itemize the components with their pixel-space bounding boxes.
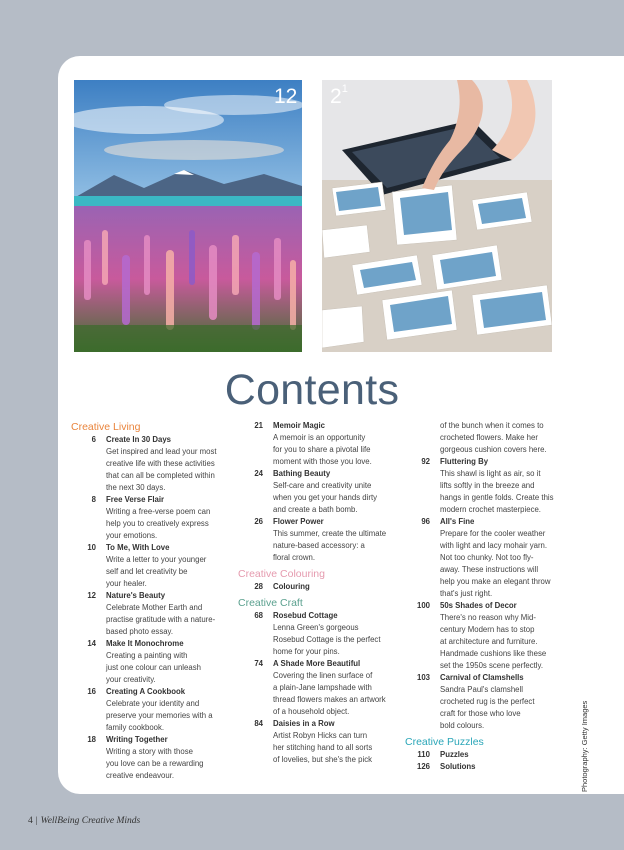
entry-body xyxy=(106,734,221,782)
contents-entry xyxy=(238,658,388,718)
contents-entry xyxy=(71,494,221,542)
entry-title: Create In 30 Days xyxy=(106,435,172,444)
continuation-row xyxy=(405,432,555,444)
entry-body xyxy=(106,638,221,686)
entry-description-line: bold colours. xyxy=(440,721,485,730)
entry-description-line: Get inspired and lead your most xyxy=(106,447,217,456)
contents-column-1 xyxy=(71,420,221,782)
entry-description-line: craft for those who love xyxy=(440,709,521,718)
continuation-row xyxy=(405,444,555,456)
entry-number-spacer xyxy=(405,432,440,444)
entry-body xyxy=(106,542,221,590)
entry-body xyxy=(440,456,555,516)
contents-entry xyxy=(238,581,388,593)
entry-description-line: Covering the linen surface of xyxy=(273,671,373,680)
entry-body xyxy=(440,432,555,444)
entry-description-line: nature-based accessory: a xyxy=(273,541,365,550)
entry-description-line: with light and lacy mohair yarn. xyxy=(440,541,548,550)
photo-credit: Photography: Getty Images xyxy=(580,700,589,792)
entry-body xyxy=(273,718,388,766)
entry-description-line: Sandra Paul's clamshell xyxy=(440,685,523,694)
entry-title: All's Fine xyxy=(440,517,475,526)
entry-page-number: 12 xyxy=(87,591,96,600)
entry-description-line: gorgeous cushion covers here. xyxy=(440,445,547,454)
creative-colouring-entries xyxy=(238,581,388,593)
entry-description-line: Write a letter to your younger xyxy=(106,555,207,564)
entry-page-number: 126 xyxy=(416,762,430,771)
entry-description-line: century Modern has to stop xyxy=(440,625,535,634)
contents-entry xyxy=(405,456,555,516)
contents-entry xyxy=(71,434,221,494)
entry-title: 50s Shades of Decor xyxy=(440,601,517,610)
creative-craft-entries-continued xyxy=(405,456,555,732)
entry-page-number: 103 xyxy=(416,673,430,682)
entry-description-line: This shawl is light as air, so it xyxy=(440,469,541,478)
entry-number-spacer xyxy=(405,444,440,456)
entry-description-line: lifts softly in the breeze and xyxy=(440,481,535,490)
entry-description-line: self and let creativity be xyxy=(106,567,188,576)
entry-continuation xyxy=(405,420,555,456)
entry-description-line: thread flowers makes an artwork xyxy=(273,695,386,704)
contents-column-3 xyxy=(405,420,555,773)
entry-description-line: set the 1950s scene perfectly. xyxy=(440,661,544,670)
contents-entry xyxy=(405,516,555,600)
contents-entry xyxy=(238,420,388,468)
entry-description-line: floral crown. xyxy=(273,553,316,562)
entry-description-line: of lovelies, but she's the pick xyxy=(273,755,373,764)
entry-description-line: Celebrate Mother Earth and xyxy=(106,603,203,612)
entry-description-line: Lenna Green's gorgeous xyxy=(273,623,359,632)
entry-title: To Me, With Love xyxy=(106,543,170,552)
contents-entry xyxy=(405,749,555,761)
entry-description-line: Writing a free-verse poem can xyxy=(106,507,211,516)
entry-title: Flower Power xyxy=(273,517,324,526)
entry-description-line: just one colour can unleash xyxy=(106,663,201,672)
contents-entry xyxy=(71,590,221,638)
entry-body xyxy=(273,581,388,593)
entry-title: Fluttering By xyxy=(440,457,489,466)
entry-description-line: crocheted rug is the perfect xyxy=(440,697,535,706)
entry-description-line: help you make an elegant throw xyxy=(440,577,551,586)
creative-living-entries xyxy=(71,434,221,782)
section-creative-craft: Creative Craft xyxy=(238,597,303,609)
entry-description-line: of the bunch when it comes to xyxy=(440,421,544,430)
entry-description-line: the next 30 days. xyxy=(106,483,166,492)
section-creative-colouring: Creative Colouring xyxy=(238,568,325,580)
entry-title: Nature's Beauty xyxy=(106,591,166,600)
entry-description-line: her stitching hand to all sorts xyxy=(273,743,373,752)
entry-description-line: of a household object. xyxy=(273,707,350,716)
entry-description-line: moment with those you love. xyxy=(273,457,372,466)
entry-page-number: 24 xyxy=(254,469,263,478)
entry-description-line: Creating a painting with xyxy=(106,651,188,660)
entry-description-line: based photo essay. xyxy=(106,627,174,636)
entry-description-line: home for your pins. xyxy=(273,647,340,656)
entry-description-line: There's no reason why Mid- xyxy=(440,613,536,622)
entry-description-line: This summer, create the ultimate xyxy=(273,529,387,538)
entry-body xyxy=(440,749,555,761)
footer-magazine-name: WellBeing Creative Minds xyxy=(40,816,141,826)
entry-page-number: 18 xyxy=(87,735,96,744)
entry-description-line: Handmade cushions like these xyxy=(440,649,547,658)
hands-arranging-photos-image xyxy=(322,80,552,352)
entry-title: Solutions xyxy=(440,762,476,771)
page-number-21: $2^1$ xyxy=(330,83,348,108)
entry-description-line: hangs in gentle folds. Create this xyxy=(440,493,554,502)
entry-description-line: your emotions. xyxy=(106,531,158,540)
contents-entry xyxy=(238,516,388,564)
entry-title: Memoir Magic xyxy=(273,421,325,430)
contents-entry xyxy=(238,468,388,516)
section-creative-living: Creative Living xyxy=(71,421,141,433)
entry-description-line: your creativity. xyxy=(106,675,156,684)
entry-description-line: when you get your hands dirty xyxy=(273,493,378,502)
contents-entry xyxy=(71,734,221,782)
entry-page-number: 16 xyxy=(87,687,96,696)
entry-description-line: Rosebud Cottage is the perfect xyxy=(273,635,381,644)
page-title: Contents xyxy=(224,366,400,414)
entry-body xyxy=(106,434,221,494)
entry-description-line: family cookbook. xyxy=(106,723,165,732)
entry-title: Daisies in a Row xyxy=(273,719,335,728)
entry-body xyxy=(440,420,555,432)
entry-body xyxy=(106,494,221,542)
footer-separator: | xyxy=(35,816,38,826)
entry-title: Carnival of Clamshells xyxy=(440,673,524,682)
footer-page-number: 4 xyxy=(28,816,33,826)
entry-body xyxy=(440,516,555,600)
entry-description-line: away. These instructions will xyxy=(440,565,539,574)
page-footer xyxy=(28,816,140,826)
entry-body xyxy=(273,516,388,564)
entry-description-line: for you to share a pivotal life xyxy=(273,445,371,454)
entry-description-line: Not too chunky. Not too fly- xyxy=(440,553,534,562)
entry-description-line: you love can be a rewarding xyxy=(106,759,204,768)
entry-number-spacer xyxy=(405,420,440,432)
entry-page-number: 96 xyxy=(421,517,430,526)
contents-entry xyxy=(238,718,388,766)
entry-page-number: 10 xyxy=(87,543,96,552)
entry-title: Writing Together xyxy=(106,735,168,744)
creative-craft-entries xyxy=(238,610,388,766)
entry-description-line: Self-care and creativity unite xyxy=(273,481,372,490)
entry-description-line: that's just right. xyxy=(440,589,493,598)
entry-title: Bathing Beauty xyxy=(273,469,331,478)
entry-page-number: 68 xyxy=(254,611,263,620)
contents-entry xyxy=(405,761,555,773)
entry-page-number: 6 xyxy=(91,435,96,444)
page-number-12: 12 xyxy=(274,85,298,108)
entry-page-number: 21 xyxy=(254,421,263,430)
entry-description-line: that can all be completed within xyxy=(106,471,215,480)
entry-description-line: a plain-Jane lampshade with xyxy=(273,683,372,692)
lupin-field-photo xyxy=(74,80,302,352)
entry-title: Free Verse Flair xyxy=(106,495,165,504)
entry-page-number: 110 xyxy=(417,750,430,759)
entry-page-number: 28 xyxy=(254,582,263,591)
entry-page-number: 8 xyxy=(91,495,96,504)
creative-living-entries-continued xyxy=(238,420,388,564)
entry-description-line: help you to creatively express xyxy=(106,519,209,528)
contents-entry xyxy=(405,672,555,732)
entry-description-line: creative endeavour. xyxy=(106,771,175,780)
contents-entry xyxy=(71,638,221,686)
entry-description-line: practise gratitude with a nature- xyxy=(106,615,216,624)
entry-body xyxy=(440,672,555,732)
entry-body xyxy=(273,468,388,516)
entry-body xyxy=(440,600,555,672)
entry-body xyxy=(273,658,388,718)
contents-entry xyxy=(238,610,388,658)
entry-body xyxy=(106,686,221,734)
entry-page-number: 92 xyxy=(421,457,430,466)
entry-description-line: modern crochet masterpiece. xyxy=(440,505,541,514)
contents-entry xyxy=(71,542,221,590)
entry-body xyxy=(106,590,221,638)
entry-title: Puzzles xyxy=(440,750,469,759)
entry-description-line: and create a bath bomb. xyxy=(273,505,358,514)
section-creative-puzzles: Creative Puzzles xyxy=(405,736,484,748)
entry-description-line: preserve your memories with a xyxy=(106,711,213,720)
entry-description-line: Writing a story with those xyxy=(106,747,193,756)
contents-entry xyxy=(71,686,221,734)
entry-body xyxy=(440,444,555,456)
entry-title: Creating A Cookbook xyxy=(106,687,186,696)
contents-column-2 xyxy=(238,420,388,766)
entry-body xyxy=(273,610,388,658)
entry-title: A Shade More Beautiful xyxy=(273,659,361,668)
entry-page-number: 100 xyxy=(416,601,430,610)
entry-description-line: A memoir is an opportunity xyxy=(273,433,366,442)
entry-description-line: Artist Robyn Hicks can turn xyxy=(273,731,368,740)
entry-page-number: 74 xyxy=(254,659,263,668)
entry-description-line: creative life with these activities xyxy=(106,459,215,468)
entry-description-line: at architecture and furniture. xyxy=(440,637,538,646)
entry-description-line: crocheted flowers. Make her xyxy=(440,433,538,442)
entry-page-number: 14 xyxy=(87,639,96,648)
entry-description-line: Prepare for the cooler weather xyxy=(440,529,546,538)
entry-title: Rosebud Cottage xyxy=(273,611,338,620)
entry-body xyxy=(440,761,555,773)
continuation-row xyxy=(405,420,555,432)
entry-description-line: your healer. xyxy=(106,579,147,588)
entry-description-line: Celebrate your identity and xyxy=(106,699,200,708)
entry-body xyxy=(273,420,388,468)
contents-entry xyxy=(405,600,555,672)
entry-page-number: 84 xyxy=(254,719,263,728)
entry-title: Make It Monochrome xyxy=(106,639,184,648)
entry-title: Colouring xyxy=(273,582,310,591)
entry-page-number: 26 xyxy=(254,517,263,526)
creative-puzzles-entries xyxy=(405,749,555,773)
